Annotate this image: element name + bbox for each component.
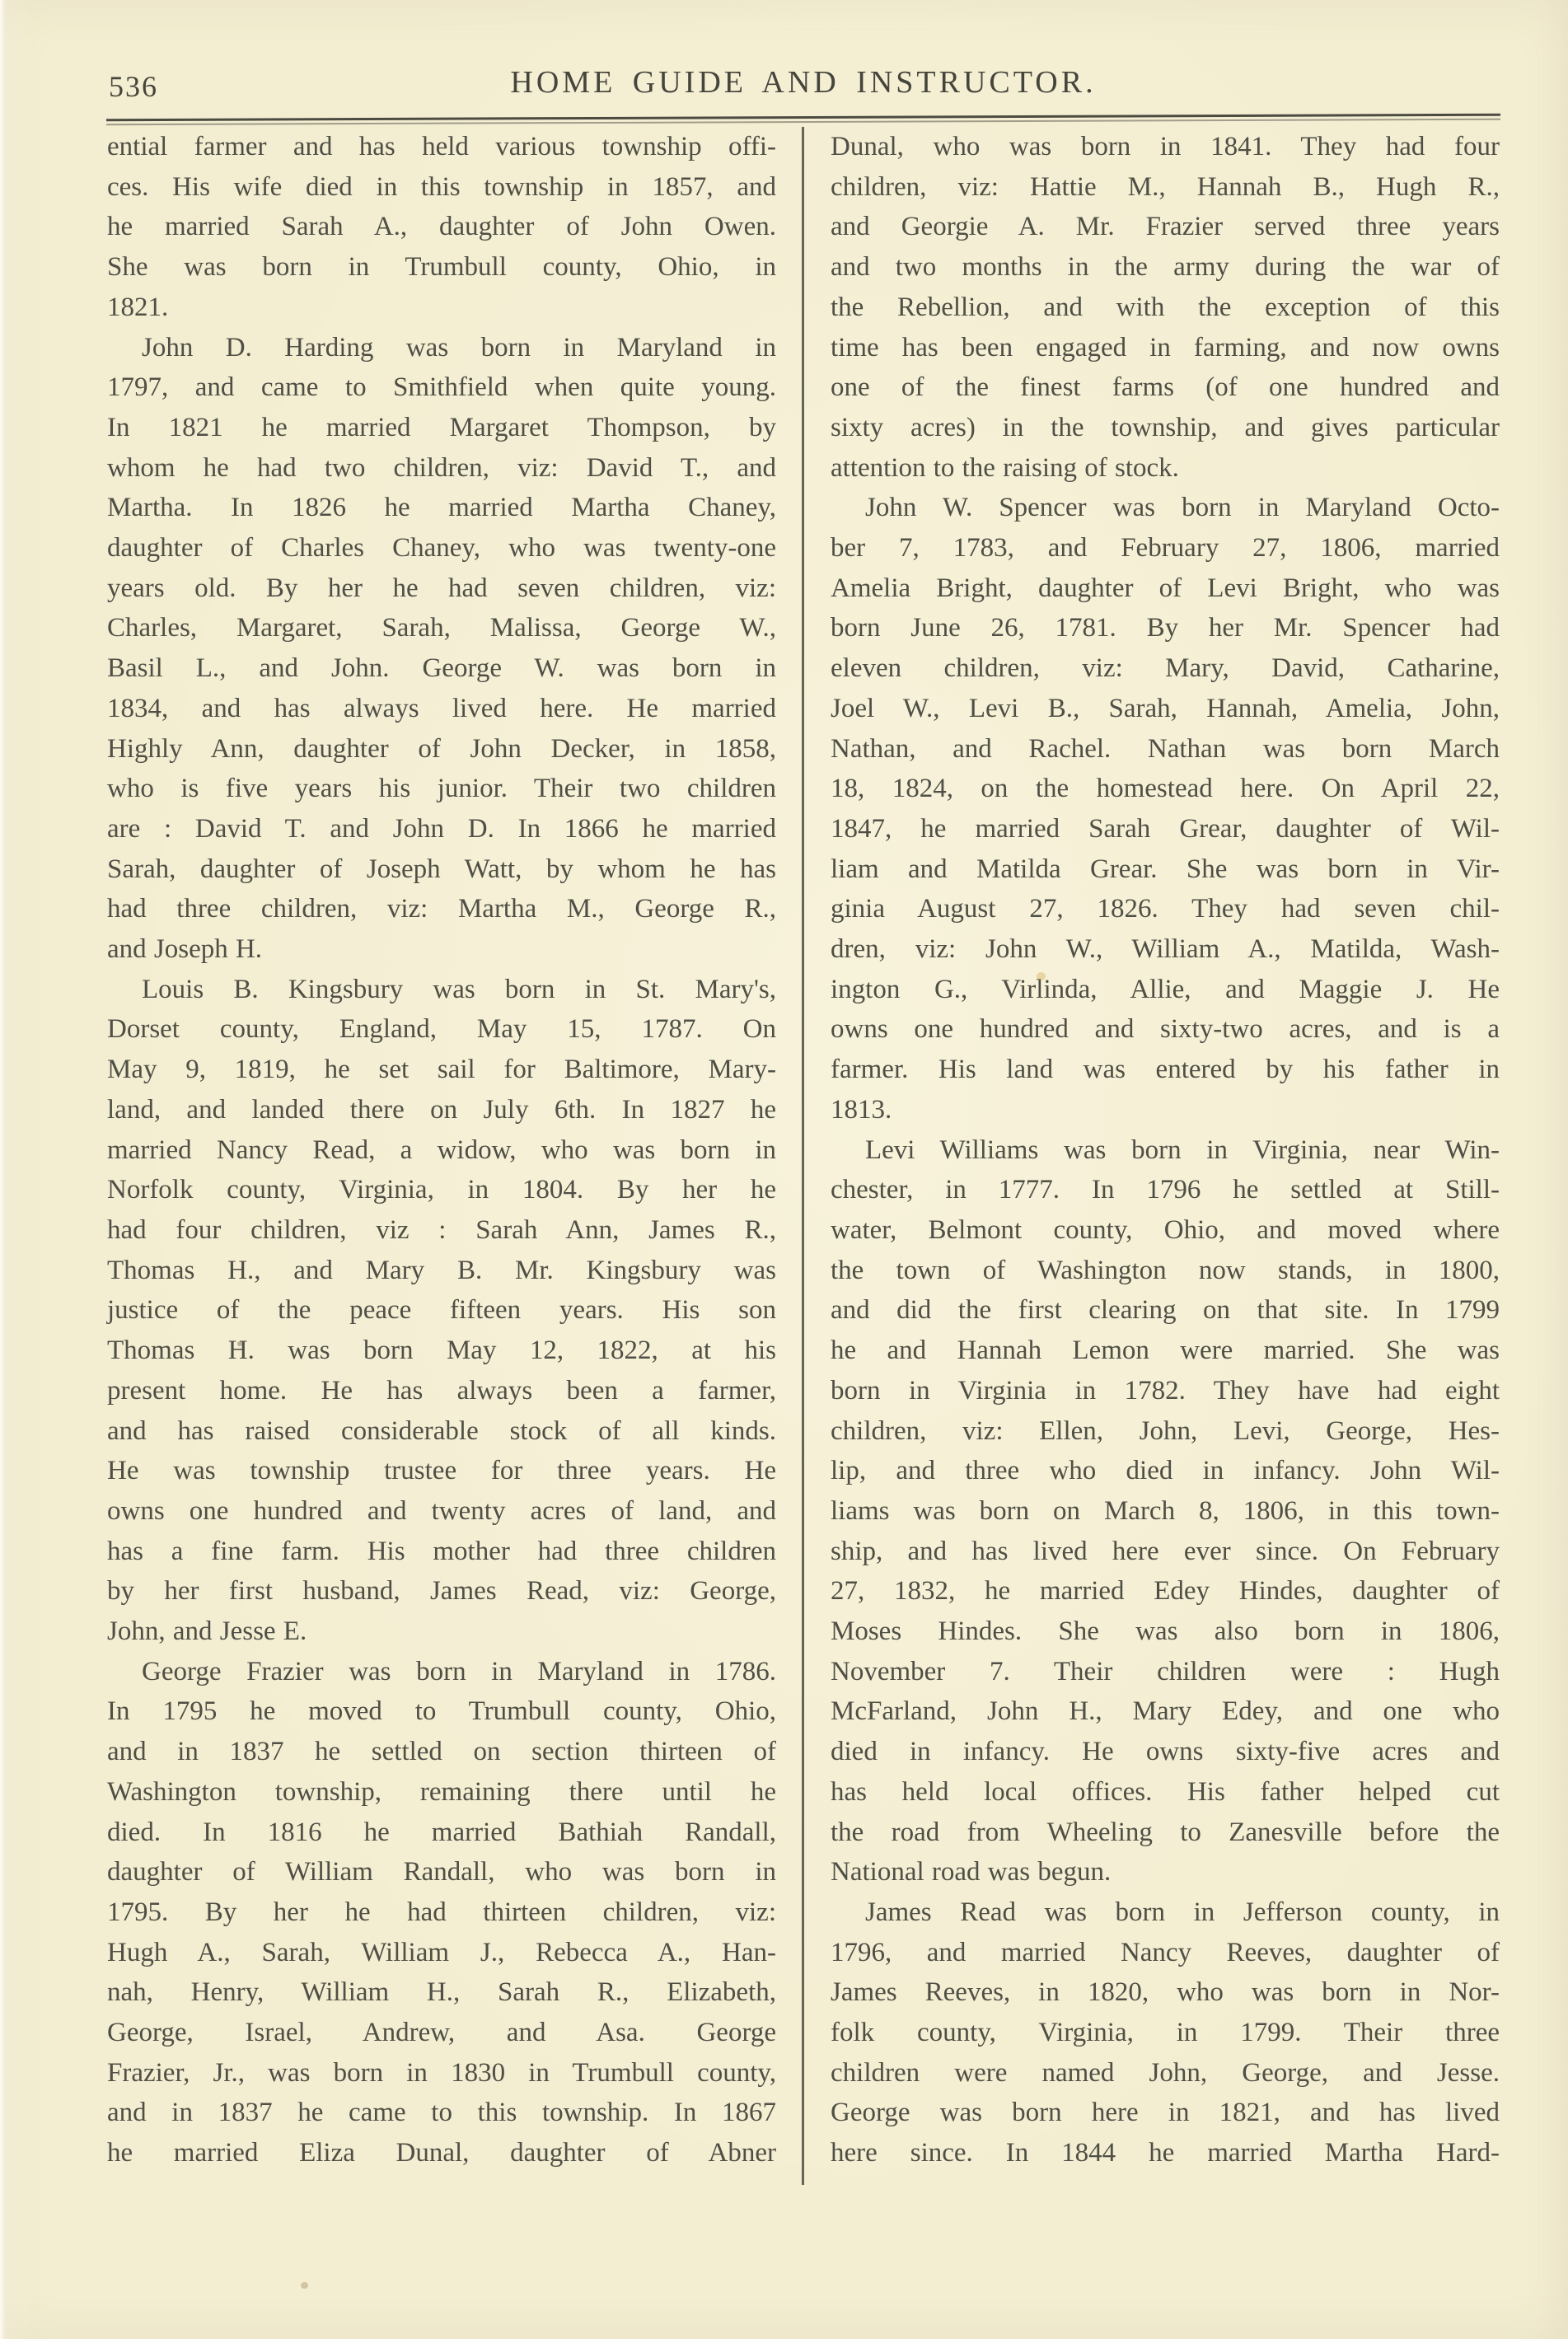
text-line: Hugh A., Sarah, William J., Rebecca A., Han- <box>107 1937 776 1967</box>
text-line: Thomas H. was born May 12, 1822, at his <box>107 1336 776 1366</box>
text-line: 1834, and has always lived here. He married <box>107 693 776 723</box>
paper-speck <box>301 2282 308 2289</box>
paragraph <box>107 127 776 328</box>
text-line: daughter of William Randall, who was born in <box>107 1857 776 1888</box>
text-line: he and Hannah Lemon were married. She was <box>831 1336 1500 1366</box>
text-line: Charles, Margaret, Sarah, Malissa, George W., <box>107 613 776 643</box>
text-line: November 7. Their children were : Hugh <box>831 1656 1500 1686</box>
text-line: children, viz: Ellen, John, Levi, George, Hes- <box>831 1415 1500 1446</box>
text-line: James Read was born in Jefferson county, in <box>865 1897 1500 1927</box>
text-line: born in Virginia in 1782. They have had eight <box>831 1375 1500 1406</box>
running-header <box>107 64 1500 105</box>
text-line: ces. His wife died in this township in 1857, and <box>107 171 776 202</box>
text-line: and Georgie A. Mr. Frazier served three years <box>831 212 1500 242</box>
paragraph <box>107 328 776 970</box>
text-line: the road from Wheeling to Zanesville before the <box>831 1817 1500 1847</box>
text-line: George was born here in 1821, and has lived <box>831 2098 1500 2128</box>
text-line: McFarland, John H., Mary Edey, and one who <box>831 1696 1500 1727</box>
text-line: liams was born on March 8, 1806, in this town- <box>831 1495 1500 1526</box>
text-line: daughter of Charles Chaney, who was twenty-one <box>107 533 776 564</box>
text-line: 1821. <box>107 292 169 322</box>
paragraph <box>831 1892 1500 2173</box>
text-line: She was born in Trumbull county, Ohio, in <box>107 252 776 283</box>
paragraph <box>107 970 776 1652</box>
text-line: died in infancy. He owns sixty-five acres and <box>831 1737 1500 1767</box>
text-line: present home. He has always been a farmer, <box>107 1375 776 1406</box>
text-line: In 1795 he moved to Trumbull county, Ohio, <box>107 1696 776 1727</box>
text-line: Levi Williams was born in Virginia, near Win- <box>865 1134 1500 1165</box>
text-line: time has been engaged in farming, and now owns <box>831 332 1500 363</box>
text-line: owns one hundred and sixty-two acres, and is a <box>831 1014 1500 1045</box>
text-line: Dunal, who was born in 1841. They had four <box>831 132 1500 161</box>
text-line: Moses Hindes. She was also born in 1806, <box>831 1616 1500 1647</box>
text-line: children were named John, George, and Jesse. <box>831 2057 1500 2088</box>
text-line: Highly Ann, daughter of John Decker, in 1858, <box>107 733 776 764</box>
right-column <box>831 127 1500 2173</box>
text-line: ship, and has lived here ever since. On February <box>831 1536 1500 1566</box>
text-line: and Joseph H. <box>107 934 263 965</box>
text-line: George Frazier was born in Maryland in 1786. <box>142 1656 776 1686</box>
text-line: Norfolk county, Virginia, in 1804. By her he <box>107 1175 776 1205</box>
text-line: John, and Jesse E. <box>107 1616 307 1647</box>
page-number: 536 <box>109 70 158 103</box>
text-line: married Nancy Read, a widow, who was born in <box>107 1134 776 1165</box>
text-line: who is five years his junior. Their two children <box>107 774 776 804</box>
text-line: Louis B. Kingsbury was born in St. Mary's, <box>142 974 776 1004</box>
text-line: 18, 1824, on the homestead here. On April 22, <box>831 774 1500 804</box>
header-rule <box>106 114 1500 125</box>
text-line: 27, 1832, he married Edey Hindes, daughter of <box>831 1576 1500 1607</box>
text-line: land, and landed there on July 6th. In 1827 he <box>107 1094 776 1125</box>
text-line: here since. In 1844 he married Martha Hard- <box>831 2138 1500 2168</box>
text-line: Thomas H., and Mary B. Mr. Kingsbury was <box>107 1255 776 1285</box>
text-line: water, Belmont county, Ohio, and moved where <box>831 1214 1500 1245</box>
text-line: ential farmer and has held various township offi- <box>107 132 776 161</box>
text-line: 1796, and married Nancy Reeves, daughter of <box>831 1937 1500 1967</box>
text-line: John W. Spencer was born in Maryland Octo- <box>865 493 1500 523</box>
text-line: and in 1837 he settled on section thirteen of <box>107 1737 776 1767</box>
text-line: born June 26, 1781. By her Mr. Spencer had <box>831 613 1500 643</box>
text-line: he married Eliza Dunal, daughter of Abner <box>107 2138 776 2168</box>
paragraph <box>107 1652 776 2173</box>
text-line: Washington township, remaining there until he <box>107 1776 776 1807</box>
text-line: 1847, he married Sarah Grear, daughter of Wil- <box>831 813 1500 844</box>
left-column <box>107 127 776 2173</box>
scan-left-edge <box>0 0 6 2339</box>
text-line: Joel W., Levi B., Sarah, Hannah, Amelia, John, <box>831 693 1500 723</box>
text-line: ington G., Virlinda, Allie, and Maggie J. He <box>831 974 1500 1004</box>
text-line: Nathan, and Rachel. Nathan was born March <box>831 733 1500 764</box>
text-line: children, viz: Hattie M., Hannah B., Hugh R., <box>831 171 1500 202</box>
text-line: Sarah, daughter of Joseph Watt, by whom he has <box>107 854 776 884</box>
paragraph <box>831 1130 1500 1892</box>
text-line: died. In 1816 he married Bathiah Randall, <box>107 1817 776 1847</box>
text-line: and did the first clearing on that site. In 1799 <box>831 1295 1500 1326</box>
text-line: May 9, 1819, he set sail for Baltimore, Mary- <box>107 1055 776 1085</box>
text-line: George, Israel, Andrew, and Asa. George <box>107 2018 776 2048</box>
text-line: ber 7, 1783, and February 27, 1806, married <box>831 533 1500 564</box>
text-line: James Reeves, in 1820, who was born in Nor- <box>831 1977 1500 2008</box>
text-line: 1795. By her he had thirteen children, viz: <box>107 1897 776 1927</box>
text-line: has a fine farm. His mother had three children <box>107 1536 776 1566</box>
text-line: years old. By her he had seven children, viz: <box>107 573 776 603</box>
text-line: eleven children, viz: Mary, David, Catharine, <box>831 653 1500 684</box>
text-line: liam and Matilda Grear. She was born in Vir- <box>831 854 1500 884</box>
text-line: chester, in 1777. In 1796 he settled at Still- <box>831 1175 1500 1205</box>
text-line: and in 1837 he came to this township. In 1867 <box>107 2098 776 2128</box>
text-line: Frazier, Jr., was born in 1830 in Trumbull county, <box>107 2057 776 2088</box>
text-line: In 1821 he married Margaret Thompson, by <box>107 412 776 442</box>
text-block <box>107 127 1500 2203</box>
text-line: Amelia Bright, daughter of Levi Bright, who was <box>831 573 1500 603</box>
text-line: and two months in the army during the war of <box>831 252 1500 283</box>
text-line: attention to the raising of stock. <box>831 452 1179 483</box>
text-line: nah, Henry, William H., Sarah R., Elizabeth, <box>107 1977 776 2008</box>
text-line: folk county, Virginia, in 1799. Their three <box>831 2018 1500 2048</box>
text-line: He was township trustee for three years. He <box>107 1456 776 1486</box>
page-title: HOME GUIDE AND INSTRUCTOR. <box>510 65 1097 100</box>
text-line: has held local offices. His father helped cut <box>831 1776 1500 1807</box>
text-line: owns one hundred and twenty acres of land, and <box>107 1495 776 1526</box>
text-line: the town of Washington now stands, in 1800, <box>831 1255 1500 1285</box>
text-line: ginia August 27, 1826. They had seven chil- <box>831 894 1500 924</box>
text-line: he married Sarah A., daughter of John Owen. <box>107 212 776 242</box>
text-line: lip, and three who died in infancy. John Wil- <box>831 1456 1500 1486</box>
text-line: are : David T. and John D. In 1866 he married <box>107 813 776 844</box>
text-line: by her first husband, James Read, viz: George, <box>107 1576 776 1607</box>
text-line: Martha. In 1826 he married Martha Chaney, <box>107 493 776 523</box>
text-line: farmer. His land was entered by his father in <box>831 1055 1500 1085</box>
paragraph <box>831 488 1500 1130</box>
text-line: Dorset county, England, May 15, 1787. On <box>107 1014 776 1045</box>
text-line: one of the finest farms (of one hundred and <box>831 372 1500 403</box>
column-divider-rule <box>802 127 804 2185</box>
text-line: justice of the peace fifteen years. His son <box>107 1295 776 1326</box>
paragraph <box>831 127 1500 488</box>
text-line: had four children, viz : Sarah Ann, James R., <box>107 1214 776 1245</box>
text-line: 1813. <box>831 1094 892 1125</box>
text-line: National road was begun. <box>831 1857 1112 1888</box>
text-line: dren, viz: John W., William A., Matilda, Wash- <box>831 934 1500 965</box>
text-line: had three children, viz: Martha M., George R., <box>107 894 776 924</box>
text-line: the Rebellion, and with the exception of this <box>831 292 1500 322</box>
text-line: 1797, and came to Smithfield when quite young. <box>107 372 776 403</box>
text-line: sixty acres) in the township, and gives particular <box>831 412 1500 442</box>
text-line: John D. Harding was born in Maryland in <box>142 332 776 363</box>
text-line: whom he had two children, viz: David T., and <box>107 452 776 483</box>
text-line: and has raised considerable stock of all kinds. <box>107 1415 776 1446</box>
text-line: Basil L., and John. George W. was born in <box>107 653 776 684</box>
